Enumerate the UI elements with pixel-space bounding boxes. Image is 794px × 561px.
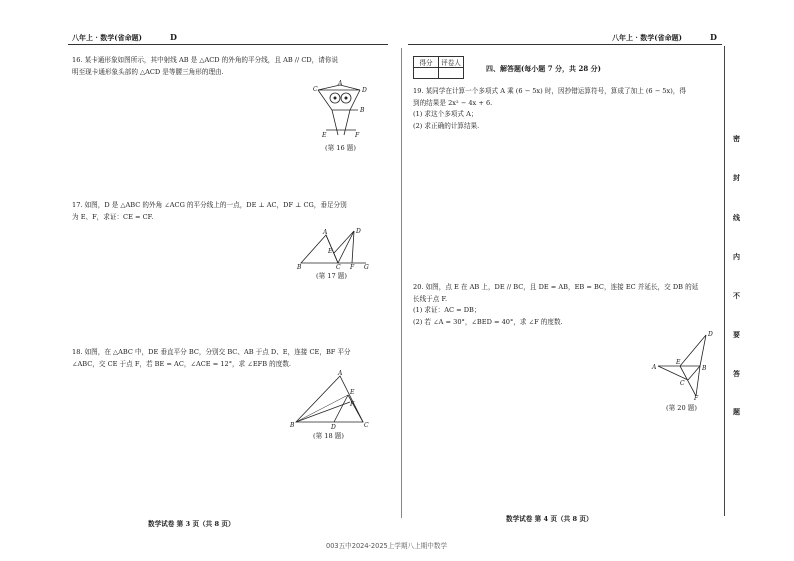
q17-label-b: B bbox=[297, 264, 302, 270]
q18-label-b: B bbox=[290, 422, 295, 429]
page-divider bbox=[401, 48, 402, 518]
q19-text: 19. 某同学在计算一个多项式 A 乘 (6 − 5x) 时，因抄错运算符号，算成了加上 (6 − 5x)，得 到的结果是 2x² − 4x + 6. (1) 求这个多项式 A； (2) 求正确的计算结果. bbox=[413, 87, 686, 130]
side-char-7: 答 bbox=[733, 369, 740, 378]
bottom-caption: 003五中2024-2025上学期八上期中数学 bbox=[326, 542, 448, 550]
q20-text: 20. 如图，点 E 在 AB 上，DE // BC，且 DE = AB，EB = BC，连接 EC 并延长，交 DB 的延 长线于点 F. (1) 求证：AC = DB； (2) 若 ∠A = 30°，∠BED = 40°，求 ∠F 的度数. bbox=[413, 283, 699, 326]
q16-label-c: C bbox=[313, 86, 318, 93]
score-table bbox=[413, 56, 464, 79]
q18-label-a: A bbox=[338, 370, 343, 377]
side-char-2: 封 bbox=[733, 173, 740, 182]
q20-label-d: D bbox=[708, 331, 713, 338]
right-header-rule bbox=[408, 44, 722, 45]
q17-text: 17. 如图，D 是 △ABC 的外角 ∠ACG 的平分线上的一点，DE ⊥ AC，DF ⊥ CG，垂足分别 为 E、F，求证：CE = CF. bbox=[72, 201, 347, 221]
q20-caption: (第 20 题) bbox=[666, 404, 697, 412]
q18-figure bbox=[288, 370, 373, 430]
side-char-8: 题 bbox=[733, 407, 740, 416]
q18-label-d: D bbox=[331, 424, 336, 430]
q20-label-a: A bbox=[652, 364, 657, 371]
score-cell-blank[interactable] bbox=[414, 68, 439, 79]
side-char-5: 不 bbox=[733, 291, 740, 300]
left-header-rule bbox=[68, 44, 388, 45]
binding-line bbox=[724, 46, 725, 516]
q20-label-f: F bbox=[694, 395, 699, 400]
q20-label-c: C bbox=[680, 380, 685, 387]
q16-label-f: F bbox=[355, 132, 360, 139]
side-char-6: 要 bbox=[733, 330, 740, 339]
q17-label-d: D bbox=[356, 228, 361, 235]
q16-text: 16. 某卡通形象如图所示，其中射线 AB 是 △ACD 的外角的平分线，且 AB // CD，请你说 明至现卡通形象头部的 △ACD 是等腰三角形的理由. bbox=[72, 56, 339, 76]
q17-caption: (第 17 题) bbox=[316, 272, 347, 280]
q17-label-c: C bbox=[336, 264, 341, 270]
q18-label-f: F bbox=[350, 401, 355, 408]
right-header-title: 八年上 · 数学(省命题) bbox=[612, 33, 682, 42]
q17-figure bbox=[296, 225, 376, 270]
q18-text: 18. 如图，在 △ABC 中，DE 垂直平分 BC，分别交 BC、AB 于点 D、E，连接 CE，BF 平分 ∠ABC，交 CE 于点 F，若 BE = AC，∠ACE = 12°，求 ∠EFB 的度数. bbox=[72, 348, 351, 368]
q18-label-e: E bbox=[350, 389, 355, 396]
q18-label-c: C bbox=[364, 422, 369, 429]
q20-label-e: E bbox=[676, 359, 681, 366]
q16-label-e: E bbox=[322, 132, 327, 139]
q17-label-f: F bbox=[350, 264, 355, 270]
right-footer: 数学试卷 第 4 页（共 8 页） bbox=[506, 515, 593, 523]
q20-figure bbox=[650, 330, 720, 400]
q20-label-b: B bbox=[702, 365, 707, 372]
q17-label-g: G bbox=[364, 264, 369, 270]
q16-caption: (第 16 题) bbox=[325, 144, 356, 152]
left-footer: 数学试卷 第 3 页（共 8 页） bbox=[148, 520, 235, 528]
q18-caption: (第 18 题) bbox=[313, 432, 344, 440]
left-header-title: 八年上 · 数学(省命题) bbox=[72, 33, 142, 42]
q16-figure bbox=[310, 80, 370, 140]
section-title: 四、解答题(每小题 7 分，共 28 分) bbox=[486, 64, 601, 73]
side-char-4: 内 bbox=[733, 252, 740, 261]
score-cell-label: 得分 bbox=[414, 57, 439, 68]
side-char-1: 密 bbox=[733, 134, 740, 143]
q17-label-a: A bbox=[323, 229, 328, 236]
q16-label-b: B bbox=[360, 107, 365, 114]
grader-cell-label: 评卷人 bbox=[439, 57, 464, 68]
right-header-version: D bbox=[710, 32, 717, 42]
q16-label-a: A bbox=[338, 80, 343, 87]
q16-label-d: D bbox=[362, 87, 367, 94]
grader-cell-blank[interactable] bbox=[439, 68, 464, 79]
left-header-version: D bbox=[170, 32, 177, 42]
q17-label-e: E bbox=[328, 248, 333, 255]
side-char-3: 线 bbox=[733, 213, 740, 222]
